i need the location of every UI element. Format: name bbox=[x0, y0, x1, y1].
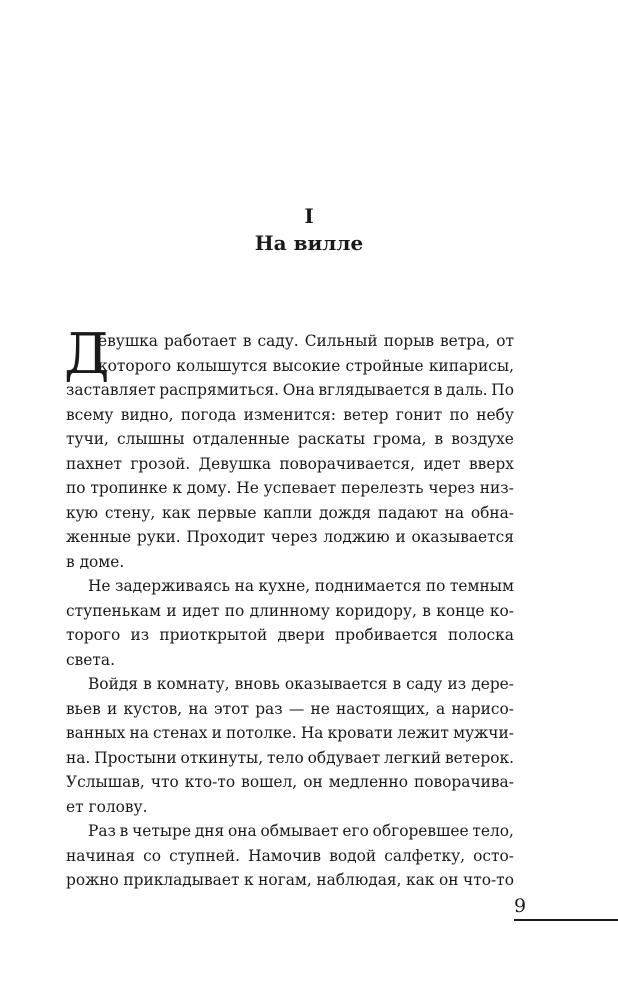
word: нарисо- bbox=[451, 699, 514, 718]
word: не bbox=[310, 699, 330, 718]
word: и bbox=[395, 528, 406, 546]
word: его bbox=[342, 822, 369, 840]
word: двери bbox=[277, 626, 325, 644]
word: из bbox=[447, 675, 467, 693]
word: евушка bbox=[98, 332, 158, 350]
word: водой bbox=[329, 846, 377, 865]
word: раскаты bbox=[297, 430, 366, 448]
text-line bbox=[66, 844, 514, 869]
word: распрямиться. bbox=[159, 381, 280, 399]
word: света. bbox=[66, 650, 115, 669]
word: раз bbox=[255, 699, 283, 718]
word: руки. bbox=[136, 528, 181, 546]
word: дому. bbox=[186, 479, 232, 497]
word: стену, bbox=[104, 503, 156, 522]
word: вверх bbox=[468, 454, 514, 473]
text-line bbox=[66, 697, 514, 722]
word: падают bbox=[377, 503, 438, 522]
word: по bbox=[224, 601, 245, 620]
word: и bbox=[107, 699, 118, 718]
word: осто- bbox=[473, 846, 514, 865]
word: вьев bbox=[66, 699, 101, 718]
text-line bbox=[66, 501, 514, 526]
word: стенах bbox=[153, 724, 208, 742]
word: поворачивается, bbox=[279, 454, 415, 473]
word: стройные bbox=[345, 356, 424, 375]
body-text bbox=[64, 322, 514, 893]
word: лежит bbox=[397, 724, 449, 742]
word: лоджию bbox=[323, 528, 390, 546]
word: от bbox=[496, 332, 514, 350]
word: ванных bbox=[66, 724, 126, 742]
word: оказывается bbox=[284, 675, 388, 693]
word: в bbox=[434, 430, 444, 448]
word: темным bbox=[449, 577, 514, 595]
word: грозой. bbox=[130, 454, 191, 473]
word: Простыни bbox=[94, 748, 177, 767]
text-line bbox=[66, 403, 514, 428]
word: дождя bbox=[319, 503, 372, 522]
word: что-то bbox=[463, 871, 514, 889]
text-line bbox=[66, 525, 514, 550]
word: дере- bbox=[471, 675, 514, 693]
page-number: 9 bbox=[514, 895, 527, 917]
text-line bbox=[66, 868, 514, 893]
word: тело, bbox=[472, 822, 514, 840]
word: обгоревшее bbox=[372, 822, 469, 840]
word: кровати bbox=[327, 724, 393, 742]
text-line bbox=[66, 623, 514, 648]
text-line bbox=[66, 378, 514, 403]
word: в bbox=[242, 332, 252, 350]
page-rule bbox=[514, 919, 618, 921]
word: потолке. bbox=[225, 724, 297, 742]
word: на bbox=[444, 503, 465, 522]
word: голову. bbox=[88, 797, 148, 816]
word: видно, bbox=[120, 405, 174, 424]
word: По bbox=[491, 381, 514, 399]
word: которого bbox=[98, 356, 172, 375]
word: грома, bbox=[373, 430, 427, 448]
word: вошел, bbox=[241, 773, 298, 791]
word: прикладывает bbox=[123, 871, 240, 889]
word: в bbox=[392, 675, 402, 693]
word: успевает bbox=[263, 479, 337, 497]
word: кипарисы, bbox=[428, 356, 514, 375]
word: доме. bbox=[79, 552, 125, 571]
word: низ- bbox=[479, 479, 514, 497]
word: Сильный bbox=[304, 332, 378, 350]
word: вглядывается bbox=[318, 381, 431, 399]
word: идет bbox=[181, 601, 220, 620]
word: начиная bbox=[66, 846, 136, 865]
word: ко- bbox=[489, 601, 514, 620]
word: всему bbox=[66, 405, 114, 424]
word: небу bbox=[476, 405, 514, 424]
word: даль. bbox=[445, 381, 488, 399]
word: четыре bbox=[132, 822, 192, 840]
word: Услышав, bbox=[66, 773, 145, 791]
word: к bbox=[172, 479, 182, 497]
word: кухне, bbox=[258, 577, 311, 595]
word: настоящих, bbox=[336, 699, 430, 718]
word: воздухе bbox=[451, 430, 514, 448]
word: заставляет bbox=[66, 381, 156, 399]
word: обна- bbox=[470, 503, 514, 522]
word: длинному bbox=[249, 601, 330, 620]
word: по bbox=[449, 405, 469, 424]
word: торого bbox=[66, 626, 121, 644]
text-line bbox=[66, 672, 514, 697]
word: со bbox=[143, 846, 161, 865]
word: порыв bbox=[383, 332, 434, 350]
word: полоска bbox=[447, 626, 514, 644]
text-line bbox=[66, 550, 514, 575]
word: изменится: bbox=[243, 405, 336, 424]
word: тропинке bbox=[90, 479, 168, 497]
word: Девушка bbox=[198, 454, 272, 473]
word: кустов, bbox=[123, 699, 183, 718]
word: легкий bbox=[384, 748, 442, 767]
word: как bbox=[162, 503, 191, 522]
text-line bbox=[66, 427, 514, 452]
text-line bbox=[66, 354, 514, 379]
word: обдувает bbox=[307, 748, 381, 767]
word: ступенькам bbox=[66, 601, 161, 620]
word: высокие bbox=[272, 356, 341, 375]
word: по bbox=[425, 577, 446, 595]
word: через bbox=[270, 528, 318, 546]
chapter-title: На вилле bbox=[254, 231, 364, 255]
drop-cap: Д bbox=[64, 322, 110, 387]
word: медленно bbox=[328, 773, 408, 791]
word: пахнет bbox=[66, 454, 122, 473]
word: обмывает bbox=[260, 822, 339, 840]
word: в bbox=[422, 601, 431, 620]
word: и bbox=[211, 724, 222, 742]
word: идет bbox=[423, 454, 461, 473]
word: перелезть bbox=[340, 479, 424, 497]
text-line bbox=[66, 648, 514, 673]
word: ногам, bbox=[258, 871, 312, 889]
word: конце bbox=[436, 601, 485, 620]
word: поворачива- bbox=[413, 773, 514, 791]
word: к bbox=[244, 871, 254, 889]
word: кую bbox=[66, 503, 99, 522]
word: оказывается bbox=[411, 528, 514, 546]
word: женные bbox=[66, 528, 132, 546]
word: а bbox=[435, 699, 446, 718]
word: Проходит bbox=[186, 528, 266, 546]
word: по bbox=[66, 479, 86, 497]
word: капли bbox=[263, 503, 313, 522]
word: На bbox=[300, 724, 324, 742]
word: комнату, bbox=[156, 675, 230, 693]
word: слышны bbox=[117, 430, 185, 448]
word: коридору, bbox=[335, 601, 417, 620]
text-line bbox=[66, 329, 514, 354]
word: саду. bbox=[257, 332, 299, 350]
word: на bbox=[188, 699, 208, 718]
word: что bbox=[150, 773, 179, 791]
word: первые bbox=[197, 503, 257, 522]
word: рожно bbox=[66, 871, 119, 889]
word: саду bbox=[406, 675, 443, 693]
word: салфетку, bbox=[384, 846, 466, 865]
text-line bbox=[66, 795, 514, 820]
word: в bbox=[433, 381, 443, 399]
text-line bbox=[66, 721, 514, 746]
word: тучи, bbox=[66, 430, 109, 448]
word: наблюдая, bbox=[316, 871, 402, 889]
word: ступней. bbox=[169, 846, 241, 865]
word: как bbox=[406, 871, 435, 889]
word: она bbox=[228, 822, 257, 840]
word: откинуты, bbox=[180, 748, 264, 767]
word: Не bbox=[88, 577, 111, 595]
word: ет bbox=[66, 797, 89, 816]
word: ветра, bbox=[439, 332, 491, 350]
word: приоткрытой bbox=[159, 626, 268, 644]
word: на bbox=[234, 577, 255, 595]
word: задерживаясь bbox=[115, 577, 231, 595]
text-line bbox=[66, 476, 514, 501]
word: работает bbox=[163, 332, 237, 350]
text-line bbox=[66, 746, 514, 771]
word: мужчи- bbox=[453, 724, 514, 742]
word: отдаленные bbox=[192, 430, 290, 448]
word: дня bbox=[194, 822, 225, 840]
text-line bbox=[66, 770, 514, 795]
text-line bbox=[66, 574, 514, 599]
word: в bbox=[143, 675, 152, 693]
word: Раз bbox=[88, 822, 116, 840]
word: он bbox=[303, 773, 323, 791]
word: в bbox=[66, 552, 80, 571]
word: через bbox=[428, 479, 475, 497]
word: тело bbox=[267, 748, 304, 767]
word: Войдя bbox=[88, 675, 139, 693]
word: колышутся bbox=[176, 356, 268, 375]
word: ветер bbox=[343, 405, 389, 424]
text-line bbox=[66, 599, 514, 624]
word: погода bbox=[180, 405, 237, 424]
word: пробивается bbox=[335, 626, 438, 644]
word: поднимается bbox=[314, 577, 422, 595]
word: вновь bbox=[234, 675, 280, 693]
word: на. bbox=[66, 748, 91, 767]
word: — bbox=[288, 699, 305, 718]
word: из bbox=[130, 626, 150, 644]
text-line bbox=[66, 819, 514, 844]
word: на bbox=[129, 724, 149, 742]
word: Намочив bbox=[248, 846, 322, 865]
word: ветерок. bbox=[444, 748, 514, 767]
word: гонит bbox=[395, 405, 443, 424]
word: Не bbox=[236, 479, 259, 497]
word: и bbox=[166, 601, 177, 620]
text-line bbox=[66, 452, 514, 477]
word: он bbox=[438, 871, 459, 889]
word: Она bbox=[282, 381, 315, 399]
word: в bbox=[119, 822, 129, 840]
word: кто-то bbox=[184, 773, 236, 791]
chapter-number: I bbox=[304, 204, 314, 228]
word: этот bbox=[214, 699, 249, 718]
